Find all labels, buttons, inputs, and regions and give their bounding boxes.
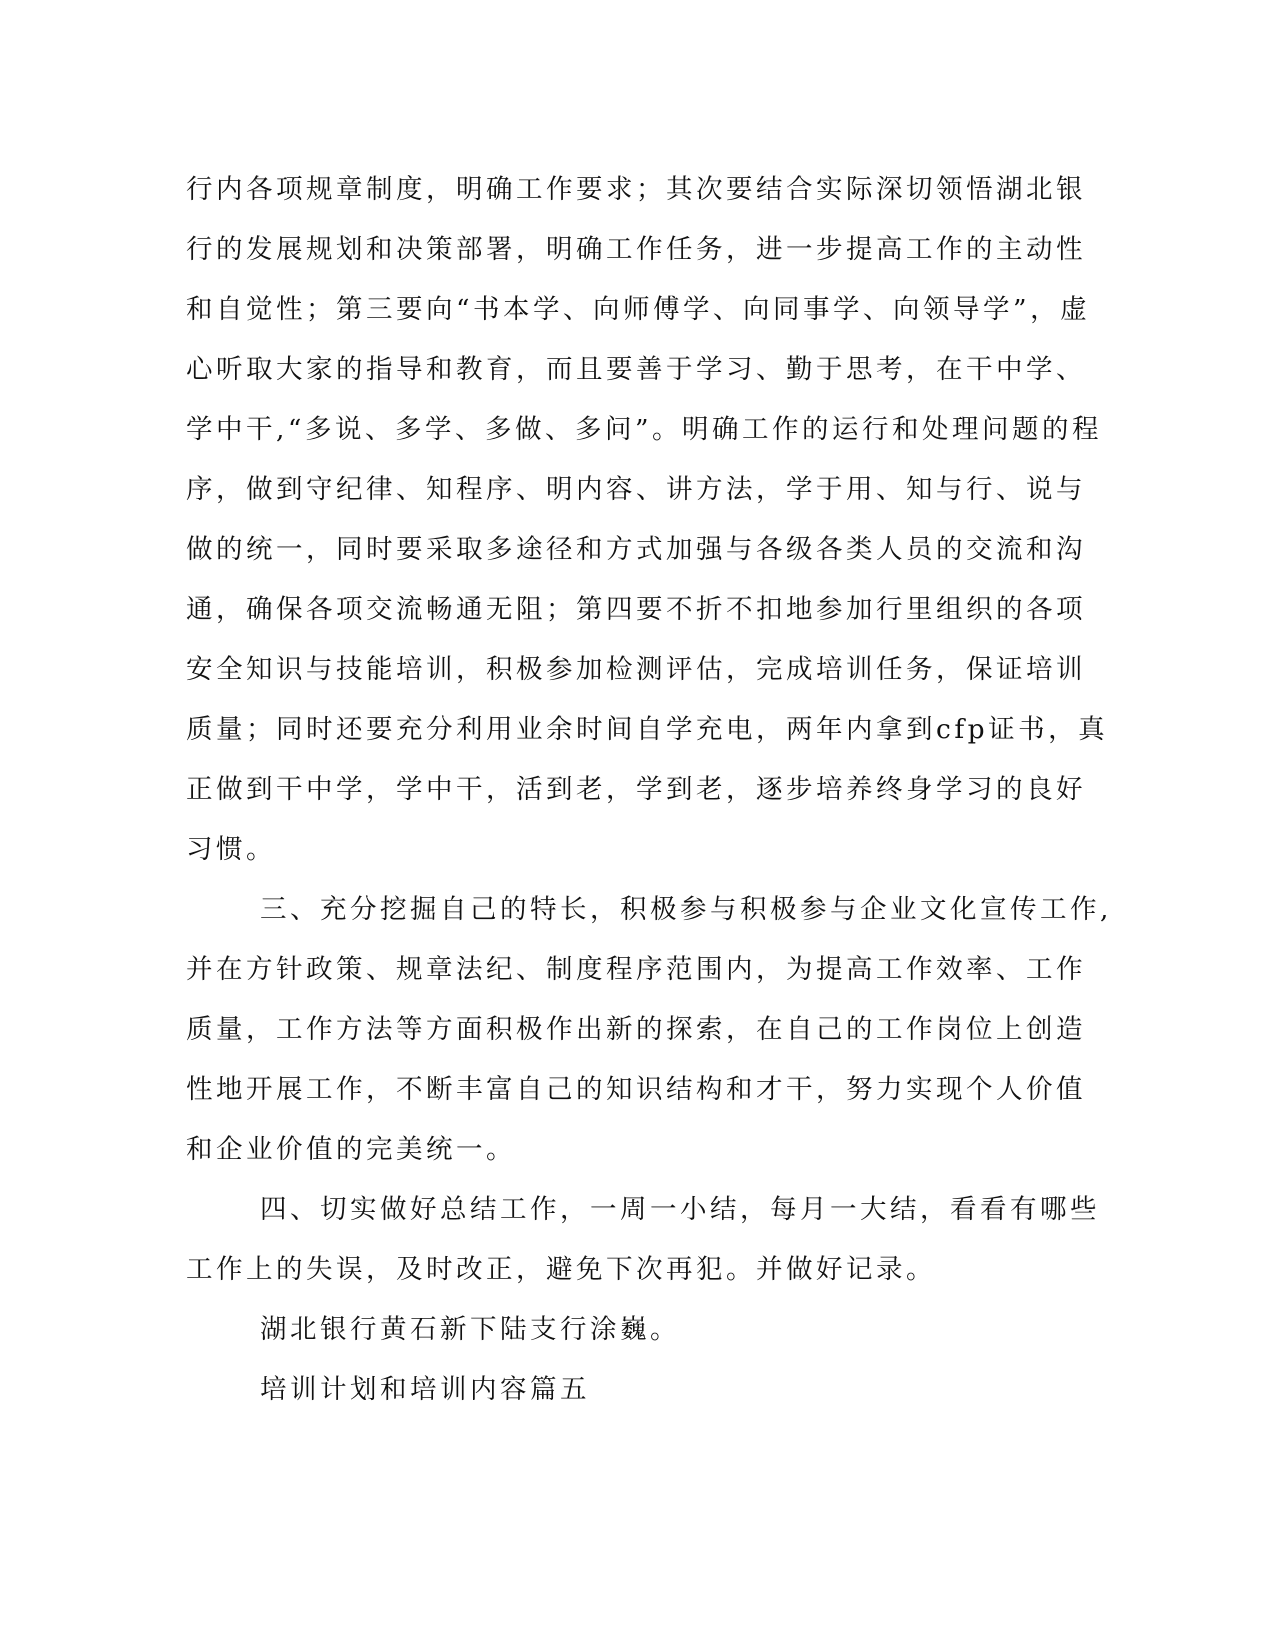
text-line: 学中干,“多说、多学、多做、多问”。明确工作的运行和处理问题的程 <box>186 414 1103 445</box>
text-line: 行内各项规章制度，明确工作要求；其次要结合实际深切领悟湖北银 <box>186 174 1086 205</box>
text-line: 心听取大家的指导和教育，而且要善于学习、勤于思考，在干中学、 <box>186 354 1086 385</box>
document-body <box>186 160 1112 1420</box>
text-line: 安全知识与技能培训，积极参加检测评估，完成培训任务，保证培训 <box>186 654 1086 685</box>
signature-line: 湖北银行黄石新下陆支行涂巍。 <box>260 1314 680 1345</box>
text-line: 性地开展工作，不断丰富自己的知识结构和才干，努力实现个人价值 <box>186 1074 1086 1105</box>
text-line: 序，做到守纪律、知程序、明内容、讲方法，学于用、知与行、说与 <box>186 474 1086 505</box>
text-line: 和自觉性；第三要向“书本学、向师傅学、向同事学、向领导学”，虚 <box>186 294 1091 325</box>
text-line: 习惯。 <box>186 834 276 865</box>
paragraph-three <box>186 880 1112 1180</box>
text-line: 行的发展规划和决策部署，明确工作任务，进一步提高工作的主动性 <box>186 234 1086 265</box>
next-section-heading: 培训计划和培训内容篇五 <box>260 1374 590 1405</box>
paragraph-continued <box>186 160 1109 880</box>
text-line: 三、充分挖掘自己的特长，积极参与积极参与企业文化宣传工作, <box>260 894 1112 925</box>
text-line: 和企业价值的完美统一。 <box>186 1134 516 1165</box>
text-line: 质量；同时还要充分利用业余时间自学充电，两年内拿到cfp证书，真 <box>186 714 1109 745</box>
text-line: 工作上的失误，及时改正，避免下次再犯。并做好记录。 <box>186 1254 936 1285</box>
text-line: 并在方针政策、规章法纪、制度程序范围内，为提高工作效率、工作 <box>186 954 1086 985</box>
text-line: 通，确保各项交流畅通无阻；第四要不折不扣地参加行里组织的各项 <box>186 594 1086 625</box>
paragraph-four <box>186 1180 1100 1300</box>
text-line: 做的统一，同时要采取多途径和方式加强与各级各类人员的交流和沟 <box>186 534 1086 565</box>
text-line: 正做到干中学，学中干，活到老，学到老，逐步培养终身学习的良好 <box>186 774 1086 805</box>
text-line: 质量，工作方法等方面积极作出新的探索，在自己的工作岗位上创造 <box>186 1014 1086 1045</box>
text-line: 四、切实做好总结工作，一周一小结，每月一大结，看看有哪些 <box>260 1194 1100 1225</box>
